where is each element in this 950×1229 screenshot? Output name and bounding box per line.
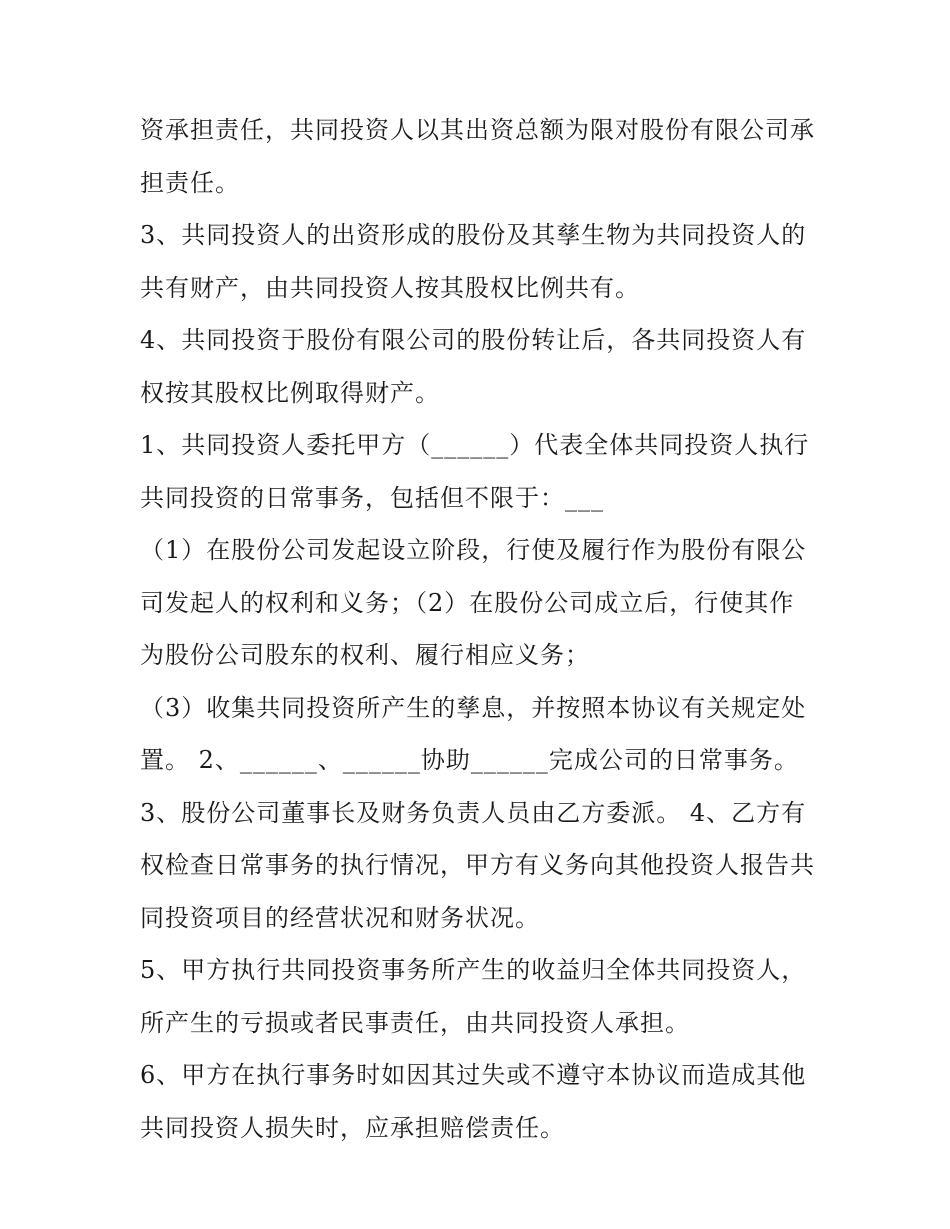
text-line: （3）收集共同投资所产生的孳息，并按照本协议有关规定处	[140, 693, 807, 722]
text-line: 共有财产，由共同投资人按其股权比例共有。	[140, 273, 640, 302]
text-line: 6、甲方在执行事务时如因其过失或不遵守本协议而造成其他	[140, 1061, 807, 1089]
text-line: （1）在股份公司发起设立阶段，行使及履行作为股份有限公	[140, 536, 807, 564]
text-line: 共同投资的日常事务，包括但不限于：___	[140, 483, 604, 512]
text-line: 3、股份公司董事长及财务负责人员由乙方委派。 4、乙方有	[140, 798, 807, 827]
text-line: 资承担责任，共同投资人以其出资总额为限对股份有限公司承	[140, 116, 815, 144]
text-line: 5、甲方执行共同投资事务所产生的收益归全体共同投资人，	[140, 956, 807, 984]
text-line: 司发起人的权利和义务；（2）在股份公司成立后，行使其作	[140, 588, 795, 617]
text-line: 1、共同投资人委托甲方（______）代表全体共同投资人执行	[140, 431, 810, 459]
text-line: 同投资项目的经营状况和财务状况。	[140, 903, 540, 932]
agreement-body-text	[140, 104, 820, 1154]
text-line: 共同投资人损失时，应承担赔偿责任。	[140, 1113, 565, 1142]
text-line: 权检查日常事务的执行情况，甲方有义务向其他投资人报告共	[140, 851, 815, 879]
text-line: 置。 2、______、______协助______完成公司的日常事务。	[140, 746, 799, 774]
text-line: 4、共同投资于股份有限公司的股份转让后，各共同投资人有	[140, 326, 807, 354]
text-line: 权按其股权比例取得财产。	[140, 378, 440, 407]
text-line: 3、共同投资人的出资形成的股份及其孳生物为共同投资人的	[140, 221, 807, 249]
text-line: 为股份公司股东的权利、履行相应义务；	[140, 641, 590, 669]
text-line: 担责任。	[140, 168, 240, 197]
text-line: 所产生的亏损或者民事责任，由共同投资人承担。	[140, 1008, 690, 1037]
